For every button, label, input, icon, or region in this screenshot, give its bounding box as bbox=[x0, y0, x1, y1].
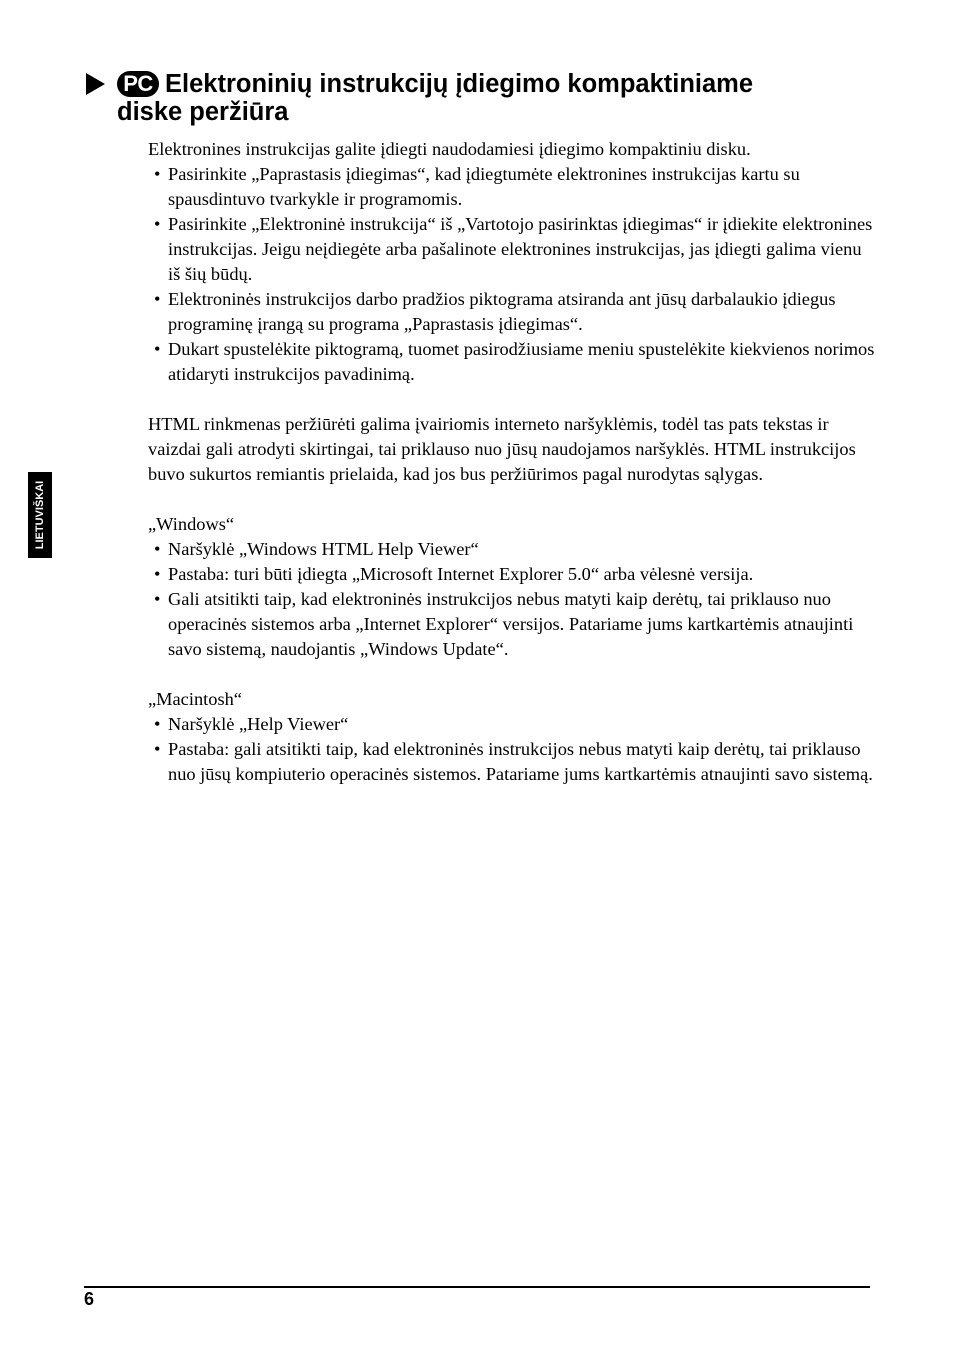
intro-paragraph: Elektronines instrukcijas galite įdiegti naudodamiesi įdiegimo kompaktiniu disku. bbox=[148, 139, 751, 159]
list-item: • Naršyklė „Help Viewer“ bbox=[148, 712, 878, 737]
bullet-icon: • bbox=[154, 564, 161, 584]
windows-bullet-list bbox=[148, 537, 878, 662]
section-heading bbox=[86, 70, 886, 126]
bullet-icon: • bbox=[154, 714, 161, 734]
list-item: • Pastaba: turi būti įdiegta „Microsoft Internet Explorer 5.0“ arba vėlesnė versija. bbox=[148, 562, 878, 587]
list-item: • Elektroninės instrukcijos darbo pradžios piktograma atsiranda ant jūsų darbalaukio įdiegus programinę įrangą su programa „Paprastasis įdiegimas“. bbox=[154, 289, 836, 334]
bullet-icon: • bbox=[154, 164, 161, 184]
intro-bullet-list bbox=[148, 162, 878, 387]
list-item: • Gali atsitikti taip, kad elektroninės instrukcijos nebus matyti kaip derėtų, tai priklauso nuo operacinės sistemos arba „Internet Explorer“ versijos. Patariame jums kartkartėmis atnaujinti savo sistemą, naudojantis „Windows Update“. bbox=[154, 589, 854, 659]
list-item: • Pastaba: gali atsitikti taip, kad elektroninės instrukcijos nebus matyti kaip derėtų, tai priklauso nuo jūsų kompiuterio operacinės sistemos. Patariame jums kartkartėmis atnaujinti savo sistemą. bbox=[154, 739, 873, 784]
bullet-icon: • bbox=[154, 539, 161, 559]
page-number: 6 bbox=[84, 1289, 95, 1309]
body-text bbox=[148, 137, 878, 787]
list-item: • Pasirinkite „Elektroninė instrukcija“ iš „Vartotojo pasirinktas įdiegimas“ ir įdiekite elektronines instrukcijas. Jeigu neįdiegėte arba pašalinote elektronines instrukcijas, jas įdiegti galima vienu iš šių būdų. bbox=[154, 214, 873, 284]
language-side-tab bbox=[28, 472, 52, 558]
bullet-icon: • bbox=[154, 339, 161, 359]
macintosh-heading: „Macintosh“ bbox=[148, 689, 242, 709]
pc-badge-icon: PC bbox=[117, 71, 159, 97]
html-note-paragraph: HTML rinkmenas peržiūrėti galima įvairiomis interneto naršyklėmis, todėl tas pats tekstas ir vaizdai gali atrodyti skirtingai, tai priklauso nuo jūsų naudojamos naršyklės. HTML instrukcijos buvo sukurtos remiantis prielaida, kad jos bus peržiūrimos pagal nurodytas sąlygas. bbox=[148, 414, 856, 484]
macintosh-bullet-list bbox=[148, 712, 878, 787]
bullet-icon: • bbox=[154, 289, 161, 309]
language-side-tab-label: LIETUVIŠKAI bbox=[34, 480, 46, 550]
bullet-icon: • bbox=[154, 739, 161, 759]
triangle-arrow-icon bbox=[86, 73, 105, 95]
heading-line-2: diske peržiūra bbox=[117, 98, 289, 126]
bullet-icon: • bbox=[154, 214, 161, 234]
windows-heading: „Windows“ bbox=[148, 514, 235, 534]
list-item: • Pasirinkite „Paprastasis įdiegimas“, kad įdiegtumėte elektronines instrukcijas kartu su spausdintuvo tvarkykle ir programomis. bbox=[154, 164, 800, 209]
list-item: • Naršyklė „Windows HTML Help Viewer“ bbox=[148, 537, 878, 562]
footer-divider bbox=[84, 1286, 870, 1288]
list-item: • Dukart spustelėkite piktogramą, tuomet pasirodžiusiame meniu spustelėkite kiekvienos norimos atidaryti instrukcijos pavadinimą. bbox=[154, 339, 875, 384]
bullet-icon: • bbox=[154, 589, 161, 609]
heading-line-1: Elektroninių instrukcijų įdiegimo kompaktiniame bbox=[165, 70, 754, 98]
